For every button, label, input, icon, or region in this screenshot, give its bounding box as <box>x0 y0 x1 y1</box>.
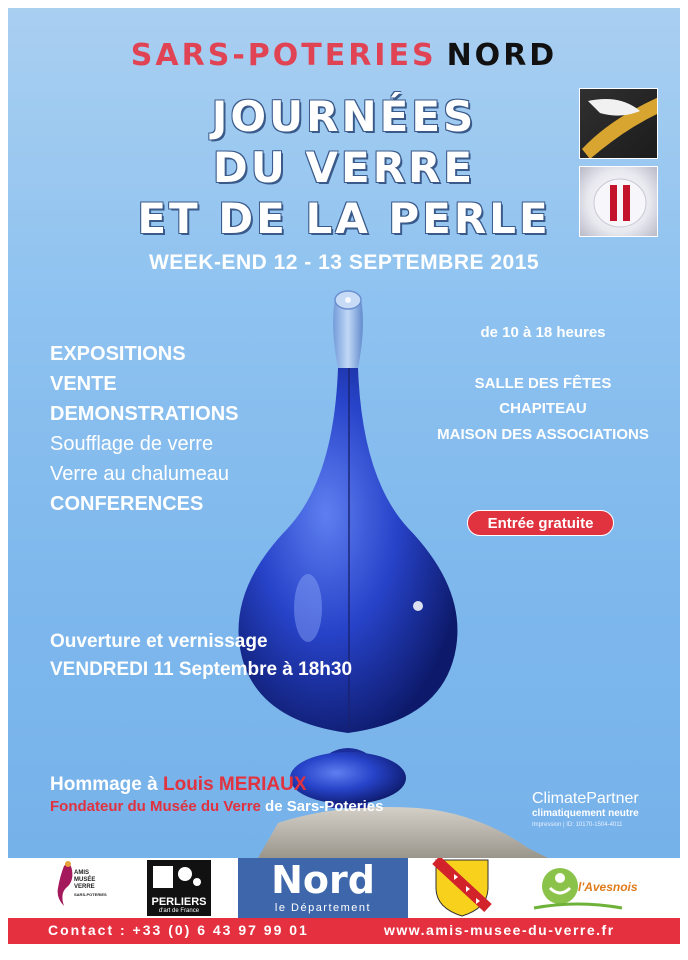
activity-item: DEMONSTRATIONS <box>50 403 239 425</box>
event-dates: WEEK-END 12 - 13 SEPTEMBRE 2015 <box>148 251 540 274</box>
avesnois-logo <box>522 858 638 918</box>
amis-line: VERRE <box>74 884 95 890</box>
website-link[interactable]: www.amis-musee-du-verre.fr <box>384 922 615 938</box>
glass-artwork-thumbnail-1 <box>579 88 658 159</box>
nord-departement-logo <box>238 858 408 918</box>
tribute-line <box>50 774 307 796</box>
free-entry-badge: Entrée gratuite <box>467 510 614 536</box>
amis-line: MUSÉE <box>74 877 96 883</box>
founder-suffix: de Sars-Poteries <box>260 798 384 815</box>
nord-title: Nord <box>271 858 375 902</box>
opening-title: Ouverture et vernissage <box>50 631 268 652</box>
region-name: NORD <box>446 38 558 73</box>
activity-item: VENTE <box>50 373 117 395</box>
venue-item: SALLE DES FÊTES <box>474 375 612 392</box>
climatepartner-logo: ClimatePartner <box>532 790 639 807</box>
avesnois-title: l'Avesnois <box>578 880 638 894</box>
activity-item: EXPOSITIONS <box>50 343 186 365</box>
climatepartner-tagline: climatiquement neutre <box>532 808 639 819</box>
tribute-name: Louis MERIAUX <box>162 774 307 795</box>
city-name: SARS-POTERIES <box>130 38 437 73</box>
activity-item: Verre au chalumeau <box>50 463 230 485</box>
opening-date: VENDREDI 11 Septembre à 18h30 <box>50 659 353 680</box>
coat-of-arms-icon <box>432 858 492 918</box>
poster <box>8 8 680 858</box>
activity-item: CONFERENCES <box>50 493 204 515</box>
venue-item: MAISON DES ASSOCIATIONS <box>437 426 649 443</box>
header-city <box>8 38 680 73</box>
title-line-2: DU VERRE <box>212 143 476 192</box>
opening-hours: de 10 à 18 heures <box>480 324 606 341</box>
footer-contact-bar <box>8 918 680 944</box>
amis-line: SARS-POTERIES <box>74 892 107 897</box>
nord-subtitle: le Département <box>274 902 372 914</box>
tribute-prefix: Hommage à <box>50 774 163 795</box>
perliers-title: PERLIERS <box>151 896 207 908</box>
amis-line: AMIS <box>74 870 89 876</box>
activity-item: Soufflage de verre <box>50 433 214 455</box>
founder-line <box>50 798 383 815</box>
title-line-3: ET DE LA PERLE <box>137 194 551 243</box>
venue-item: CHAPITEAU <box>499 400 587 417</box>
partner-logos-bar <box>0 858 688 918</box>
climatepartner-id: Impression | ID: 10170-1504-4011 <box>532 822 623 828</box>
amis-musee-logo <box>50 858 122 918</box>
perliers-logo <box>147 860 211 916</box>
perliers-subtitle: d'art de France <box>158 908 200 914</box>
contact-phone: Contact : +33 (0) 6 43 97 99 01 <box>48 922 309 938</box>
glass-artwork-thumbnail-2 <box>579 166 658 237</box>
title-line-1: JOURNÉES <box>211 92 477 141</box>
founder-text: Fondateur du Musée du Verre <box>50 798 261 815</box>
